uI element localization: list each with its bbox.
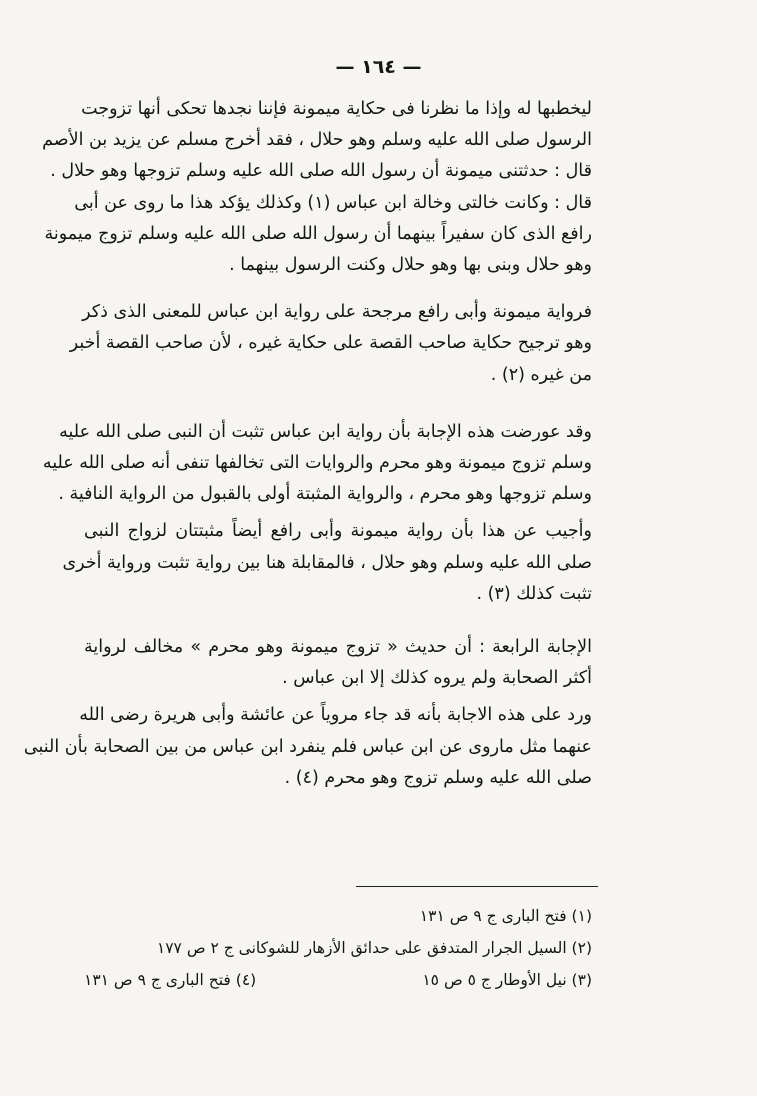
footnote-1: (١) فتح البارى ج ٩ ص ١٣١ xyxy=(419,907,592,925)
text-line: تثبت كذلك (٣) . xyxy=(476,583,592,604)
text-line: ورد على هذه الاجابة بأنه قد جاء مروياً عن عائشة وأبى هريرة رضى الله xyxy=(79,705,592,726)
paragraph-1 xyxy=(42,94,592,281)
text-line: صلى الله عليه وسلم وهو حلال ، فالمقابلة هنا بين رواية تثبت ورواية أخرى xyxy=(62,552,592,573)
text-line: من غيره (٢) . xyxy=(490,364,592,385)
text-line: صلى الله عليه وسلم تزوج وهو محرم (٤) . xyxy=(284,767,592,788)
text-line: أكثر الصحابة ولم يروه كذلك إلا ابن عباس . xyxy=(282,668,592,689)
text-line: قال : حدثتنى ميمونة أن رسول الله صلى الله عليه وسلم تزوجها وهو حلال . xyxy=(50,161,592,182)
text-line: ليخطبها له وإذا ما نظرنا فى حكاية ميمونة فإننا نجدها تحكى أنها تزوجت xyxy=(81,99,592,119)
text-line: الإجابة الرابعة : أن حديث « تزوج ميمونة وهو محرم » مخالف لرواية xyxy=(84,637,592,658)
text-line: رافع الذى كان سفيراً بينهما أن رسول الله صلى الله عليه وسلم تزوج ميمونة xyxy=(44,223,592,244)
text-line: وسلم تزوج ميمونة وهو محرم والروايات التى تخالفها تنفى أنه صلى الله عليه xyxy=(42,453,592,474)
footnote-divider xyxy=(356,886,598,887)
paragraph-2 xyxy=(69,297,592,391)
footnote-row xyxy=(84,964,592,996)
paragraph-6 xyxy=(23,700,592,794)
text-line: وقد عورضت هذه الإجابة بأن رواية ابن عباس تثبت أن النبى صلى الله عليه xyxy=(59,421,592,442)
text-line: فرواية ميمونة وأبى رافع مرجحة على رواية ابن عباس للمعنى الذى ذكر xyxy=(82,302,592,323)
footnote-4: (٤) فتح البارى ج ٩ ص ١٣١ xyxy=(84,971,257,989)
paragraph-3 xyxy=(42,417,592,511)
text-line: وهو ترجيح حكاية صاحب القصة على حكاية غيره ، لأن صاحب القصة أخبر xyxy=(69,333,592,354)
text-line: قال : وكانت خالتى وخالة ابن عباس (١) وكذلك يؤكد هذا ما روى عن أبى xyxy=(74,192,592,213)
page-number: — ١٦٤ — xyxy=(335,56,422,78)
footnote-3: (٣) نيل الأوطار ج ٥ ص ١٥ xyxy=(422,971,592,989)
text-line: وهو حلال وبنى بها وهو حلال وكنت الرسول بينهما . xyxy=(229,255,592,276)
main-text xyxy=(23,94,592,794)
paragraph-4 xyxy=(62,516,592,610)
text-line: وسلم تزوجها وهو محرم ، والرواية المثبتة أولى بالقبول من الرواية النافية . xyxy=(58,484,592,505)
text-line: وأجيب عن هذا بأن رواية ميمونة وأبى رافع أيضاً مثبتتان لزواج النبى xyxy=(84,521,592,542)
paragraph-5 xyxy=(84,632,592,694)
footnote-2: (٢) السيل الجرار المتدفق على حدائق الأزهار للشوكانى ج ٢ ص ١٧٧ xyxy=(156,939,592,957)
footnotes xyxy=(84,900,592,996)
text-line: عنهما مثل ماروى عن ابن عباس فلم ينفرد ابن عباس من بين الصحابة بأن النبى xyxy=(23,736,592,757)
text-line: الرسول صلى الله عليه وسلم وهو حلال ، فقد أخرج مسلم عن يزيد بن الأصم xyxy=(42,130,592,151)
